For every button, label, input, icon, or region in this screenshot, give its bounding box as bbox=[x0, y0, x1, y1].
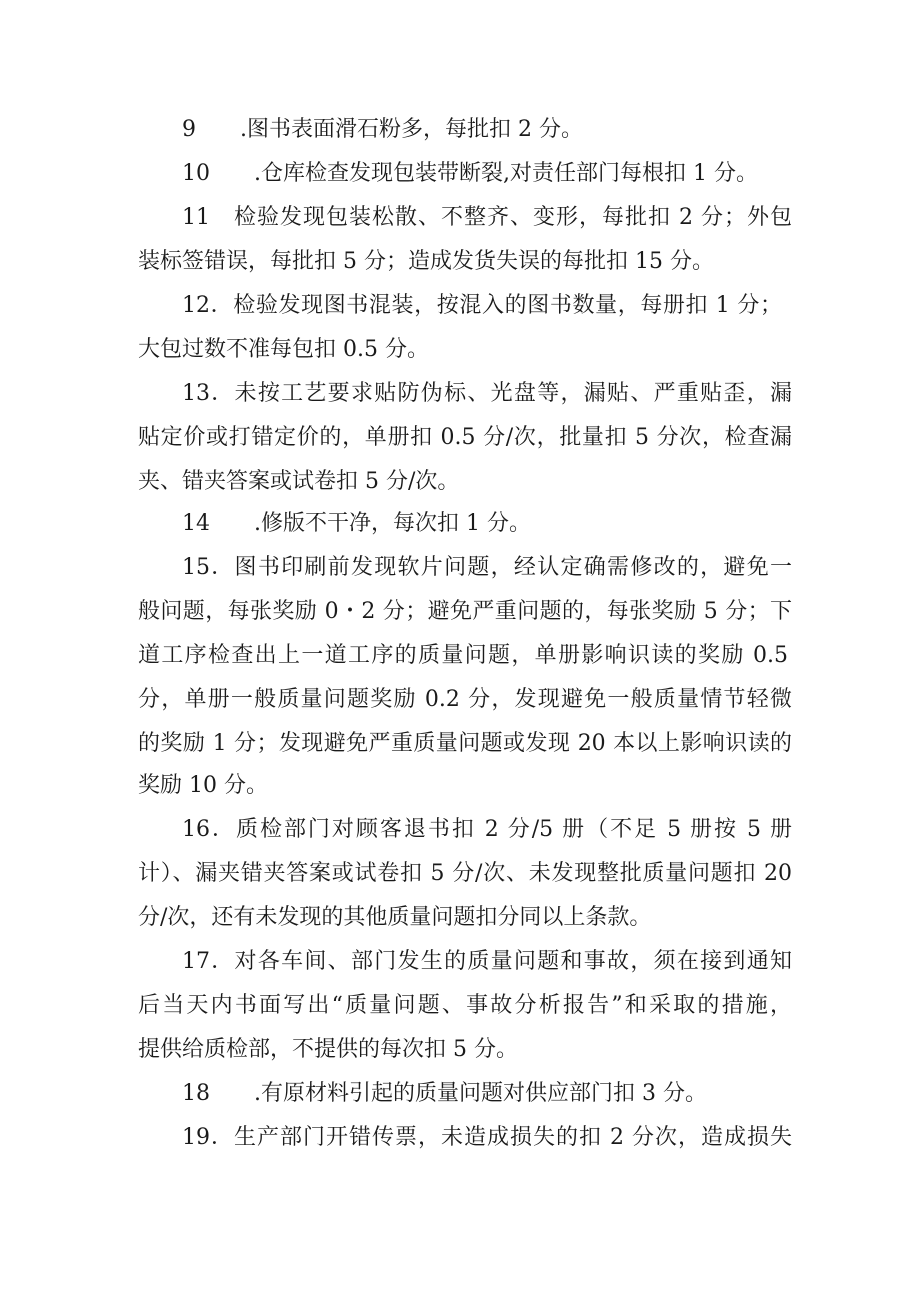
item-15-line-3: 道工序检查出上一道工序的质量问题，单册影响识读的奖励 0.5 bbox=[138, 643, 788, 668]
item-19-line-1: 19．生产部门开错传票，未造成损失的扣 2 分次，造成损失 bbox=[182, 1125, 792, 1150]
item-14-line-1: 14 .修版不干净，每次扣 1 分。 bbox=[182, 511, 531, 536]
item-10-line-1: 10 .仓库检查发现包装带断裂,对责任部门每根扣 1 分。 bbox=[182, 161, 758, 186]
item-13-line-3: 夹、错夹答案或试卷扣 5 分/次。 bbox=[138, 469, 460, 494]
item-16-line-3: 分/次，还有未发现的其他质量问题扣分同以上条款。 bbox=[138, 905, 652, 930]
item-17-line-1: 17．对各车间、部门发生的质量问题和事故，须在接到通知 bbox=[182, 949, 792, 974]
item-16-line-2: 计）、漏夹错夹答案或试卷扣 5 分/次、未发现整批质量问题扣 20 bbox=[138, 861, 792, 886]
item-11-line-2: 装标签错误，每批扣 5 分；造成发货失误的每批扣 15 分。 bbox=[138, 249, 714, 274]
item-15-line-2: 般问题，每张奖励 0・2 分；避免严重问题的，每张奖励 5 分；下 bbox=[138, 599, 792, 624]
item-18-line-1: 18 .有原材料引起的质量问题对供应部门扣 3 分。 bbox=[182, 1081, 707, 1106]
item-15-line-6: 奖励 10 分。 bbox=[138, 773, 268, 798]
item-16-line-1: 16．质检部门对顾客退书扣 2 分/5 册（不足 5 册按 5 册 bbox=[182, 817, 792, 842]
item-12-line-2: 大包过数不准每包扣 0.5 分。 bbox=[138, 337, 429, 362]
item-17-line-3: 提供给质检部，不提供的每次扣 5 分。 bbox=[138, 1037, 518, 1062]
item-15-line-1: 15．图书印刷前发现软片问题，经认定确需修改的，避免一 bbox=[182, 555, 792, 580]
item-12-line-1: 12．检验发现图书混装，按混入的图书数量，每册扣 1 分； bbox=[182, 293, 782, 318]
item-11-line-1: 11 检验发现包装松散、不整齐、变形，每批扣 2 分；外包 bbox=[182, 205, 792, 230]
item-13-line-2: 贴定价或打错定价的，单册扣 0.5 分/次，批量扣 5 分次，检查漏 bbox=[138, 425, 792, 450]
item-13-line-1: 13．未按工艺要求贴防伪标、光盘等，漏贴、严重贴歪，漏 bbox=[182, 381, 792, 406]
item-15-line-4: 分，单册一般质量问题奖励 0.2 分，发现避免一般质量情节轻微 bbox=[138, 687, 792, 712]
item-9-line-1: 9 .图书表面滑石粉多，每批扣 2 分。 bbox=[182, 117, 583, 142]
item-17-line-2: 后当天内书面写出“质量问题、事故分析报告”和采取的措施， bbox=[138, 993, 792, 1018]
item-15-line-5: 的奖励 1 分；发现避免严重质量问题或发现 20 本以上影响识读的 bbox=[138, 731, 792, 756]
